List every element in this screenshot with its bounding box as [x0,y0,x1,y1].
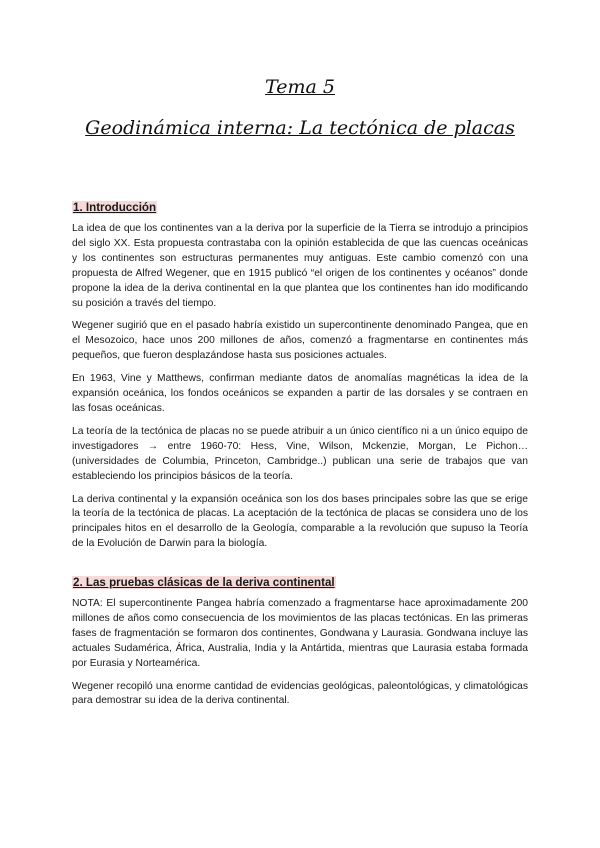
paragraph: Wegener recopiló una enorme cantidad de evidencias geológicas, paleontológicas, y climatológicas para demostrar su idea de la deriva continental. [72,680,528,707]
paragraph: La teoría de la tectónica de placas no se puede atribuir a un único científico ni a un único equipo de investigadores → entre 1960-70: Hess, Vine, Wilson, Mckenzie, Morgan, Le Pichon… (universidades de Columbia, Princeton, Cambridge..) publican una serie de trabajos que van estableciendo los principios básicos de la teoría. [72,425,528,482]
document-subtitle: Geodinámica interna: La tectónica de placas [85,117,515,139]
document-title: Tema 5 [265,76,335,98]
paragraph: NOTA: El supercontinente Pangea habría comenzado a fragmentarse hace aproximadamente 200 millones de años como consecuencia de los movimientos de las placas tectónicas. En las primeras fases de fragmentación se formaron dos continentes, Gondwana y Laurasia. Gondwana incluye las actuales Sudamérica, África, Australia, India y la Antártida, mientras que Laurasia estaba formada por Eurasia y Norteamérica. [72,598,528,669]
section-heading: 2. Las pruebas clásicas de la deriva continental [73,576,335,589]
section-pruebas-clasicas [72,573,528,717]
paragraph: Wegener sugirió que en el pasado habría existido un supercontinente denominado Pangea, que en el Mesozoico, hace unos 200 millones de años, comenzó a fragmentarse en continentes más pequeños, que fueron desplazándose hasta sus posiciones actuales. [72,320,528,362]
paragraph: La deriva continental y la expansión oceánica son los dos bases principales sobre las que se erige la teoría de la tectónica de placas. La aceptación de la tectónica de placas se considera uno de los principales hitos en el desarrollo de la Geología, comparable a la revolución que supuso la Teoría de la Evolución de Darwin para la biología. [72,493,528,550]
paragraph: La idea de que los continentes van a la deriva por la superficie de la Tierra se introdujo a principios del siglo XX. Esta propuesta contrastaba con la opinión establecida de que las cuencas oceánicas y los continentes son estructuras permanentes muy antiguas. Este cambio comenzó con una propuesta de Alfred Wegener, que en 1915 publicó “el origen de los continentes y océanos” donde propone la idea de la deriva continental en la que plantea que los continentes han ido modificando su posición a través del tiempo. [72,223,528,309]
paragraph: En 1963, Vine y Matthews, confirman mediante datos de anomalías magnéticas la idea de la expansión oceánica, los fondos oceánicos se expanden a partir de las dorsales y se contraen en las fosas oceánicas. [72,373,528,414]
section-introduccion [72,198,528,560]
section-heading: 1. Introducción [73,201,157,214]
